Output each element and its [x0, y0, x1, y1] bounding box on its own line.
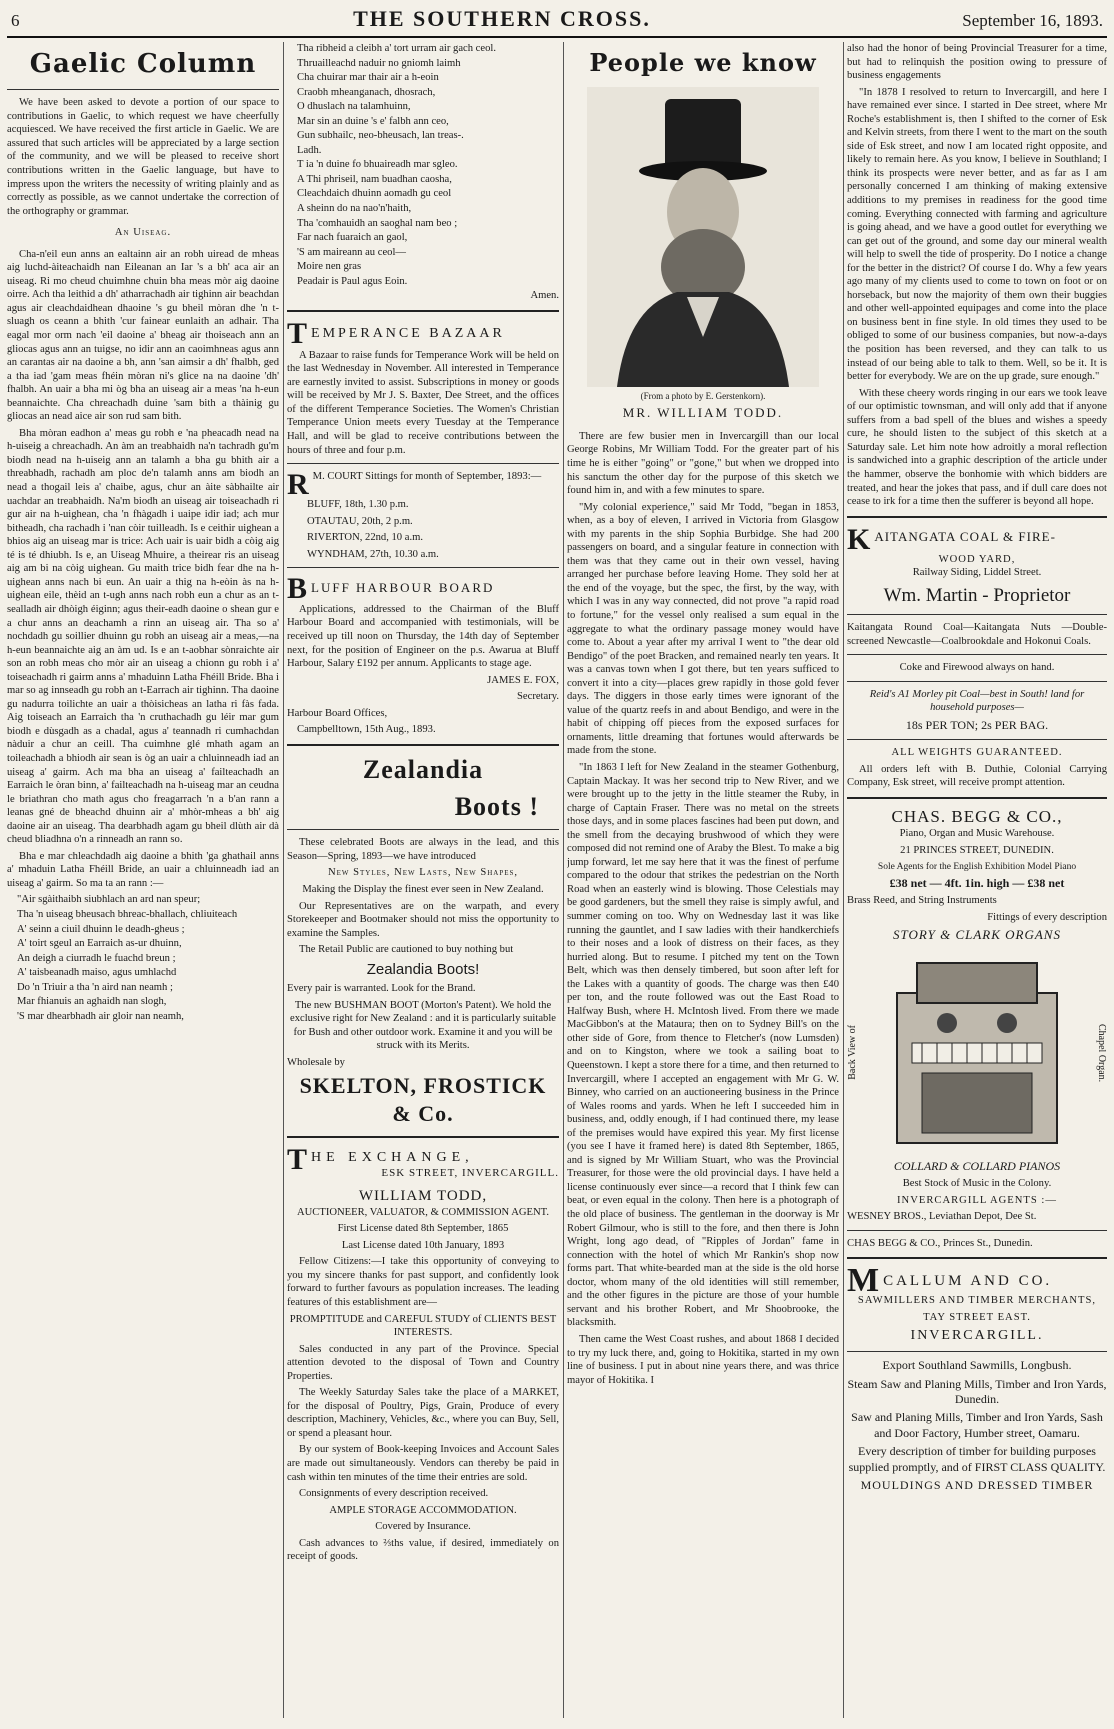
- gaelic-verse-continued: [287, 42, 559, 288]
- divider: [847, 1257, 1107, 1259]
- court-intro: M. COURT Sittings for month of September, 1893:—: [312, 471, 542, 483]
- dropcap-letter: R: [287, 468, 309, 502]
- verse-line: T ia 'n duine fo bhuaireadh mar sgleo.: [297, 159, 458, 171]
- gaelic-verse: [7, 893, 279, 1023]
- exchange-text: Fellow Citizens:—I take this opportunity of conveying to you my sincere thanks for past support, and confidently look forward to further favours as population increases. The leading features of this establishment are—: [287, 1256, 559, 1308]
- exchange-title: HE EXCHANGE,: [311, 1149, 474, 1165]
- column-adverts-2: [847, 42, 1107, 1718]
- verse-line: 'S mar dhearbhadh air gloir nan neamh,: [17, 1010, 184, 1022]
- temperance-body: A Bazaar to raise funds for Temperance Work will be held on the last Wednesday in November. All interested in Temperance are earnestly invited to assist. Subscriptions in money or goods will be received by Mr J. S. Baxter, Dee Street, and the offices of the different Temperance Societies. The Women's Christian Temperance Union meets every Tuesday at the Temperance Hall, and will be glad to receive contributions between the hours of three and four p.m.: [287, 349, 559, 456]
- bluff-harbour-ad: [287, 574, 559, 737]
- verse-line: Mar fhianuis an aghaidh nan slogh,: [17, 996, 167, 1008]
- verse-line: Cleachdaich dhuinn aomadh gu ceol: [297, 188, 452, 200]
- divider: [847, 681, 1107, 682]
- profile-paragraph: There are few busier men in Invercargill than our local George Robins, Mr William Todd. For the greater part of his time he is either "going" or "gone," but when we dropped into his sanctum the other day for the purpose of this sketch we found him in, and with a few minutes to spare.: [567, 430, 839, 497]
- dropcap-letter: T: [287, 316, 308, 350]
- mccallum-city: INVERCARGILL.: [910, 1328, 1044, 1344]
- temperance-bazaar-ad: [287, 316, 559, 457]
- court-sittings-ad: [287, 470, 559, 561]
- verse-line: Far nach fuaraich an gaol,: [297, 232, 408, 244]
- dropcap-letter: K: [847, 522, 871, 556]
- harbour-role: Secretary.: [517, 691, 559, 703]
- verse-line: O dhuslach na talamhuinn,: [297, 101, 411, 113]
- verse-line: A Thi phriseil, nam buadhan caosha,: [297, 173, 452, 185]
- column-rule: [283, 42, 284, 1718]
- newspaper-page: [7, 6, 1107, 1718]
- gaelic-subhead: An Uiseag.: [114, 227, 172, 239]
- kaitangata-reid: Reid's A1 Morley pit Coal—best in South! land for household purposes—: [869, 688, 1085, 714]
- temperance-title: EMPERANCE BAZAAR: [311, 325, 505, 341]
- dropcap-letter: B: [287, 572, 308, 606]
- skelton-frostick: SKELTON, FROSTICK & Co.: [299, 1073, 547, 1127]
- organ-left-label: Back View of: [847, 1025, 858, 1081]
- begg-price: £38 net — 4ft. 1in. high — £38 net: [889, 875, 1065, 890]
- verse-line: A' taisbeanadh maiso, agus umhlachd: [17, 967, 177, 979]
- divider: [847, 739, 1107, 740]
- gaelic-paragraph: Cha-n'eil eun anns an ealtainn air an robh uiread de mheas aig luchd-àiteachaidh nan Eileanan an Iar 's a bh' aca air an uiseag. Ri mo cheud chuimhne chuin bha meas mòr aig daoine oirre. Ach tha leithid a dh' atharrachadh air tighinn air beachdan agus air cleachdaidhean dhaoine 's gu bheil mòran dhe 'n t-sluagh os ceann a bhith 'cur fainear eunlaith an adhair. Tha eagal mor orm nach 'eil daoine a' bheag air thoiseach ann an gliocas agus ann an tuigse, no idir ann an caoimhneas agus ann an carantas air na daoine a bh, ann 'san aimsir a dh' fhalbh, ged a tha iad 'gam meas fhéin mòran ni's glice na na daoine 'dh' fhalbh. An uair a bha mi òg bha an uiseag air a meas 'na h-eun beannaichte. Cha chreachadh duine 'sam bith a thàinig gu gliocas an nead aice air son rud sam bith.: [7, 248, 279, 423]
- organ-right-label: Chapel Organ.: [1096, 1023, 1107, 1082]
- zealandia-wholesale: Wholesale by: [287, 1056, 345, 1068]
- mccallum-line: Export Southland Sawmills, Longbush.: [882, 1358, 1072, 1373]
- mccallum-title: CALLUM AND CO.: [883, 1273, 1053, 1290]
- divider: [287, 310, 559, 312]
- organ-illustration: [877, 953, 1077, 1153]
- exchange-advances: Cash advances to ⅔ths value, if desired, immediately on receipt of goods.: [287, 1537, 559, 1563]
- organ-illustration-row: [847, 947, 1107, 1159]
- boots-heading: Boots !: [454, 792, 539, 822]
- zealandia-boots-ad: [287, 753, 559, 1129]
- mccallum-ad: [847, 1262, 1107, 1493]
- divider: [287, 744, 559, 746]
- court-row: BLUFF, 18th, 1.30 p.m.: [307, 499, 409, 511]
- gaelic-paragraph: Bha mòran eadhon a' meas gu robh e 'na pheacadh nead na h-uiseig a chreachadh. An àm an treabhaidh na'n tachradh gu'm biodh nead na h-uiseig ann an talamh a bha gu bhith air a threabhadh, rachadh am ploc de'n talamh anns am biodh an nead a thogail leis a' chaibe, agus, chur an àite sàbhailte air uachdar an treabhaidh. Na'm biodh an uiseag air toiseachadh ri gur air na h-uighean, cha 'n fhàgadh i uaipe idir iad; ach mur bitheadh, cha rachadh i 'nan còir tuilleadh. Is e ceithir uighean a bhios aig an uiseag mar is trice: Ach uair is uair bidh a còig aig té is té dhiubh. Is e, an Uiseag Mhuire, a theirear ris an uiseag aig am bi na còig uighean. Gu maith trice bidh fear dhe na h-uighean anns nach bi eun. An uair a thig na h-eòin às na h-uighean eile, thèid an t-ugh anns nach robh eun a chur as an t-sealladh air dhòigh éiginn; agus their-eadh daoine o shean gur e a chur anns an deachamh a rinn an uiseag air. Tha so a' nochdadh gu soillier dhuinn gu robh an uiseag air a meas,—na h-eun beannaichte aig an àm ud. Is e an t-aobhar sònraichte air son an robh meas cho mòr air an uiseag a chionn gu robh i a' toiseachadh ri gairm anns a' mhaduinn Latha Fhéill Bride. Bha i mar so ag innseadh gu robh an t-Earrach air tighinn. Tha daoine gu nadurra toilichte an uair a thòisicheas an latha ri fàs fada. Aig toiseach an Earraich tha 'n cruthachadh gu léir mar gum biodh e dùsgadh as a chadal, agus a' teannadh ri cumhachdan nàduir a chur an ceill. Tha cuimhne glé mhath agam an toileachadh a bhiodh air sean is òg an uair a chluinneadh iad an uiseag a' gairm. Ach ma bha an uiseag a' failteachadh an Earraich le òran binn, a' failteachadh na h-uiseag mar an ceudna le briathran cho math agus cho freagarrach 'n a b'an rann a leanas gné de bheachd dhuinn air a' mhòr-mheas a bh' aig daoine air an uiseag. Tha dearbhadh agam gu bheil dlùth air dà cheud bliadhna o'n a rinneadh an rann so.: [7, 427, 279, 846]
- exchange-text: Sales conducted in any part of the Province. Special attention devoted to the disposal of Town and Country Properties.: [287, 1343, 559, 1382]
- divider: [847, 797, 1107, 799]
- divider: [847, 1351, 1107, 1352]
- exchange-text: Consignments of every description received.: [299, 1488, 489, 1500]
- column-adverts-1: [287, 42, 559, 1718]
- verse-line: Tha 'n uiseag bheusach bhreac-bhallach, chliuiteach: [17, 908, 238, 920]
- harbour-office: Harbour Board Offices,: [287, 707, 388, 719]
- exchange-text: By our system of Book-keeping Invoices and Account Sales are made out simultaneously. Vendors can thereby be paid in cash within ten minutes of the time their entries are sold.: [287, 1444, 559, 1483]
- verse-line: "Air sgàithaibh siubhlach an ard nan speur;: [17, 894, 201, 906]
- verse-line: Mar sin an duine 's e' falbh ann ceo,: [297, 115, 449, 127]
- divider: [847, 614, 1107, 615]
- kaitangata-coals: Kaitangata Round Coal—Kaitangata Nuts —Double-screened Newcastle—Coalbrookdale and Hokonui Coals.: [847, 622, 1107, 647]
- zealandia-text: The Retail Public are cautioned to buy nothing but: [299, 944, 514, 956]
- exchange-ad: [287, 1142, 559, 1564]
- begg-inv-agents: INVERCARGILL AGENTS :—: [897, 1194, 1057, 1206]
- columns: [7, 42, 1107, 1718]
- verse-line: Cha chuirar mar thair air a h-eoin: [297, 72, 439, 84]
- court-row: OTAUTAU, 20th, 2 p.m.: [307, 515, 413, 527]
- verse-line: Tha ribheid a cleibh a' tort urram air gach ceol.: [297, 43, 496, 54]
- exchange-street: ESK STREET, INVERCARGILL.: [381, 1167, 559, 1180]
- harbour-body: Applications, addressed to the Chairman of the Bluff Harbour Board and accompanied with testimonials, will be received up till noon on Thursday, the 14th day of September next, for the position of Engineer on the p.s. Awarua at Bluff Harbour, Salary £192 per annum. Applicants to stage age.: [287, 603, 559, 670]
- dropcap-letter: M: [847, 1262, 880, 1300]
- verse-line: A sheinn do na nao'n'haith,: [297, 203, 412, 215]
- begg-pianos: COLLARD & COLLARD PIANOS: [893, 1158, 1061, 1173]
- mccallum-line: Saw and Planing Mills, Timber and Iron Yards, Sash and Door Factory, Humber street, Oamaru.: [851, 1410, 1103, 1440]
- divider: [287, 829, 559, 830]
- masthead: [7, 6, 1107, 38]
- zealandia-text: These celebrated Boots are always in the lead, and this Season—Spring, 1893—we have introduced: [287, 837, 559, 862]
- divider: [287, 1136, 559, 1138]
- zealandia-styles: New Styles, New Lasts, New Shapes,: [327, 867, 519, 879]
- exchange-license: Last License dated 10th January, 1893: [341, 1239, 505, 1251]
- verse-amen: Amen.: [530, 290, 559, 302]
- verse-line: An deigh a ciurradh le fuachd breun ;: [17, 952, 176, 964]
- profile-continued: With these cheery words ringing in our ears we took leave of our optimistic townsman, and will only add that if anyone suffers from a bad spell of the blues and wishes a speedy cure, he should listen to the subject of this sketch at a Saturday sale. Let him note how adroitly a moral reflection is sandwiched into a graphic description of the article under the hammer, observe the bonhomie with which bidders are treated, and hear the jokes that pass, and if dull care does not cease to irk for a time then the sufferer is beyond all hope.: [847, 387, 1107, 508]
- exchange-slogan: PROMPTITUDE and CAREFUL STUDY of CLIENTS BEST INTERESTS.: [289, 1313, 557, 1339]
- harbour-date: Campbelltown, 15th Aug., 1893.: [297, 724, 436, 736]
- exchange-trade: AUCTIONEER, VALUATOR, & COMMISSION AGENT.: [296, 1206, 549, 1218]
- begg-princes: CHAS BEGG & CO., Princes St., Dunedin.: [847, 1237, 1033, 1249]
- zealandia-warranted: Every pair is warranted. Look for the Brand.: [287, 982, 476, 994]
- newspaper-title: THE SOUTHERN CROSS.: [353, 6, 651, 31]
- verse-line: Moire nen gras: [297, 261, 362, 273]
- profile-continued: also had the honor of being Provincial Treasurer for a time, but had to relinquish the position owing to pressure of business engagements: [847, 43, 1107, 82]
- kaitangata-sub: WOOD YARD,: [938, 553, 1016, 565]
- kaitangata-siding: Railway Siding, Liddel Street.: [912, 567, 1042, 579]
- divider: [7, 89, 279, 90]
- divider: [287, 567, 559, 568]
- kaitangata-price: 18s PER TON; 2s PER BAG.: [905, 717, 1049, 732]
- kaitangata-coal-ad: [847, 522, 1107, 790]
- kaitangata-firewood: Coke and Firewood always on hand.: [899, 662, 1055, 674]
- zealandia-text: Our Representatives are on the warpath, and every Storekeeper and Bootmaker should not miss the opportunity to examine the Samples.: [287, 900, 559, 939]
- court-row: WYNDHAM, 27th, 10.30 a.m.: [307, 548, 439, 560]
- begg-brass: Brass Reed, and String Instruments: [847, 895, 997, 907]
- portrait-caption: (From a photo by E. Gerstenkorn).: [640, 390, 766, 401]
- mccallum-line: Every description of timber for building purposes supplied promptly, and of FIRST CLASS QUALITY.: [848, 1444, 1106, 1474]
- gaelic-heading: Gaelic Column: [29, 49, 257, 79]
- begg-agents: Sole Agents for the English Exhibition Model Piano: [877, 861, 1077, 872]
- verse-line: Craobh mheanganach, dhosrach,: [297, 86, 436, 98]
- verse-line: A' toirt sgeul an Earraich as-ur dhuinn,: [17, 938, 182, 950]
- exchange-text: The Weekly Saturday Sales take the place of a MARKET, for the disposal of Poultry, Pigs, Grain, Produce of every description, Machinery, Vehicles, &c., where you can Buy, Sell, or spend a pleasant hour.: [287, 1387, 559, 1439]
- exchange-storage: AMPLE STORAGE ACCOMMODATION.: [329, 1504, 517, 1516]
- column-rule: [563, 42, 564, 1718]
- verse-line: A' seinn a ciuil dhuinn le deadh-gheus ;: [17, 923, 185, 935]
- zealandia-heading: Zealandia: [362, 754, 484, 784]
- zealandia-bushman: The new BUSHMAN BOOT (Morton's Patent). We hold the exclusive right for New Zealand : and it is particularly suitable for Bush and other outdoor work. Examine it and you will be struck with its Merits.: [290, 999, 556, 1052]
- column-rule: [843, 42, 844, 1718]
- column-gaelic: [7, 42, 279, 1718]
- verse-line: Gun subhailc, neo-bheusach, lan treas-.: [297, 130, 464, 142]
- court-row: RIVERTON, 22nd, 10 a.m.: [307, 532, 423, 544]
- verse-line: Thruailleachd naduir no gniomh laimh: [297, 57, 461, 69]
- portrait-illustration: [587, 87, 819, 387]
- issue-date: September 16, 1893.: [962, 11, 1103, 30]
- begg-wesney: WESNEY BROS., Leviathan Depot, Dee St.: [847, 1211, 1037, 1223]
- profile-name: MR. WILLIAM TODD.: [622, 405, 784, 421]
- mccallum-sub: SAWMILLERS AND TIMBER MERCHANTS,: [857, 1295, 1097, 1307]
- verse-line: 'S am maireann au ceol—: [297, 246, 406, 258]
- begg-organs: STORY & CLARK ORGANS: [893, 927, 1061, 943]
- mccallum-street: TAY STREET EAST.: [923, 1311, 1031, 1323]
- zealandia-brand: Zealandia Boots!: [366, 960, 480, 978]
- exchange-covered: Covered by Insurance.: [375, 1521, 471, 1533]
- profile-paragraph: Then came the West Coast rushes, and about 1868 I decided to try my luck there, and, going to Hokitika, started in my own line of business. I put in about nine years there, and was thrice mayor of Hokitika. I: [567, 1333, 839, 1386]
- exchange-license: First License dated 8th September, 1865: [337, 1223, 509, 1235]
- column-people: [567, 42, 839, 1718]
- verse-line: Peadair is Paul agus Eoin.: [297, 275, 408, 287]
- verse-line: Ladh.: [297, 144, 322, 156]
- mccallum-line: Steam Saw and Planing Mills, Timber and Iron Yards, Dunedin.: [847, 1376, 1107, 1407]
- profile-paragraph: "My colonial experience," said Mr Todd, "began in 1853, when, as a boy of eleven, I arrived in Victoria from Glasgow with my parents in the ship Sophia Burbidge. She had 200 passengers on board, and a singular feature in connection with them was that they came out in their own vessel, having arranged her purchase before leaving Home. They sold her at the end of the voyage, but the spec, the first, by the way, with which I was in any way connected, did not prove "a rapid road to fortune," for the vessel only realised a sum equal in the aggregate to what the ordinary passage money would have come to. About a year after my arrival I went to "the dear old Bendigo" of the poet Bracken, and remained nearly ten years. It was a canvas town when I got there, but ten years sufficed to convert it into a city—places grew rapidly in those gold fever days. The diggers in those early times were ignorant of the value of the quartz reefs in and about Bendigo, and were in the habit of chipping off pieces from the exposed surfaces for ornaments, little dreaming that fortunes would afterwards be made from the stone.: [567, 501, 839, 757]
- begg-fittings: Fittings of every description: [987, 911, 1107, 923]
- gaelic-paragraph: Bha e mar chleachdadh aig daoine a bhith 'ga ghathail anns a' mhaduin Latha Fhéill Bride, an uair a chluinneadh iad an uiseag a' gairm. So ma ta an rann :—: [7, 850, 279, 889]
- begg-address: 21 PRINCES STREET, DUNEDIN.: [900, 845, 1054, 857]
- divider: [847, 654, 1107, 655]
- begg-title: CHAS. BEGG & CO.,: [891, 806, 1063, 826]
- mccallum-line: MOULDINGS AND DRESSED TIMBER: [860, 1477, 1094, 1492]
- kaitangata-orders: All orders left with B. Duthie, Colonial Carrying Company, Esk street, will receive prompt attention.: [847, 763, 1107, 789]
- divider: [847, 1230, 1107, 1231]
- harbour-title: LUFF HARBOUR BOARD: [311, 580, 495, 596]
- begg-sub: Piano, Organ and Music Warehouse.: [899, 828, 1055, 840]
- kaitangata-proprietor: Wm. Martin - Proprietor: [883, 584, 1071, 606]
- verse-line: Tha 'comhauidh an saoghal nam beo ;: [297, 217, 458, 229]
- verse-line: Do 'n Triuir a tha 'n aird nan neamh ;: [17, 981, 173, 993]
- gaelic-intro: We have been asked to devote a portion of our space to contributions in Gaelic, to which request we have cheerfully acquiesced. We have received the first article in Gaelic. We are assured that such articles will be appreciated by a large section of the community, and we will be pleased to receive short contributions written in the Gaelic language, but have to impress upon the writers the necessity of writing plainly and as correctly as possible, as we cannot undertake the correction of the orthography or grammar.: [7, 97, 279, 217]
- begg-best: Best Stock of Music in the Colony.: [902, 1178, 1052, 1190]
- dropcap-letter: T: [287, 1142, 308, 1176]
- zealandia-making: Making the Display the finest ever seen in New Zealand.: [302, 884, 544, 896]
- chas-begg-ad: [847, 806, 1107, 1251]
- exchange-name: WILLIAM TODD,: [358, 1187, 488, 1204]
- divider: [287, 463, 559, 464]
- profile-continued: "In 1878 I resolved to return to Invercargill, and here I have remained ever since. I started in Dee street, where Mr Roche's establishment is, then I shifted to the corner of Esk and Kelvin streets, from there I went to the mart on the south side of Esk street, and now I am located right opposite, and likely to remain here. As you know, I believe in Southland; I think its prospects were never better, and as far as I am personally concerned I am thinking of making extensive additions to my premises in readiness for the good time coming. Everything connected with farming and agriculture is going ahead, and we have a good outlet for everything we can get out of the ground, and some day our mineral wealth will help to swell the tide of prosperity. Do I notice a change for the better in the district? Of course I do. Why a few years ago many of my clients used to come to town on foot or on horseback, but now the majority of them own their buggies and other well-appointed equipages and come into the place on business bent in fine style. In old times they used to be obliged to some of our business companies, but now-a-days the position has been reversed, and they can talk to us instead of our being able to talk to them. Well, so be it. It is better for everybody. We are on the up grade, sure enough.": [847, 86, 1107, 383]
- kaitangata-weights: ALL WEIGHTS GUARANTEED.: [891, 747, 1063, 759]
- profile-paragraph: "In 1863 I left for New Zealand in the steamer Gothenburg, Captain Mackay. It was her second trip to New River, and we were brought up to the jetty in the little steamer the Ruby, in charge of Captain Fraser. There was no metal on the streets those days, and in some places fascines had been put down, and the smell from the decaying brushwood of which they were composed did not remind one of Araby the Blest. To make a big jump forward, let me say here that it was the finest of perfume compared to the odour that strikes the pedestrian on the North Road when an easterly wind is blowing. Those Celestials may be good gardeners, but the smell they raise is simply awful, and summer coming on too. Why on Wednesday last it was like running the gauntlet, and I saw ladies with their handkerchiefs to their noses and a look of distress on their faces, as they hurried along. But to resume. I pitched my tent on the Town Belt, which was then densely timbered, but soon after left for the Lakes with a quantity of goods. The charge was then £40 per ton, and the route followed was out the East Road to Halfway Bush, where H. McIntosh lived. From there we made MacGibbon's at the Mataura; then on to Sydney Bill's on the other side of Gore, from thence to Fletcher's (now Lumsden) and on to Kingston, where we took a sailing boat to Queenstown. I kept a store there for a time, and then returned to Invercargill, where I accepted an engagement with Mr G. W. Binney, who carried on an auctioneering business in the Prince of Wales rooms and yards. When he left I succeeded him in business, and, oddly enough, if I had continued there, my lease of the premises would have expired this year. My first license (you see I have it framed here) is dated 8th September, 1865, and is signed by Mr William Stuart, who was the Provincial Treasurer, for those were the old provincial days. I have held a license continuously ever since—a record that I think few can beat, or even equal in the colony. Then here is a photograph of the old place of business. The gentleman in the doorway is Mr Robert Gilmour, who is still to the fore, and then there is John Wright, long ago dead, of "Ripples of Jordan" fame in connection with the hotel of which Mr Rankin's shop now forms part. That white-bearded man at the side is the old horse doctor, whom many of the old identities will still remember, and the other figures in the picture are those of your humble servant and his brother Robert, and Mr Shoobrooke, the blacksmith.: [567, 761, 839, 1329]
- people-heading: People we know: [589, 48, 817, 77]
- kaitangata-title: AITANGATA COAL & FIRE-: [874, 528, 1056, 544]
- page-number: 6: [11, 11, 20, 30]
- harbour-signer: JAMES E. FOX,: [487, 674, 559, 686]
- divider: [847, 516, 1107, 518]
